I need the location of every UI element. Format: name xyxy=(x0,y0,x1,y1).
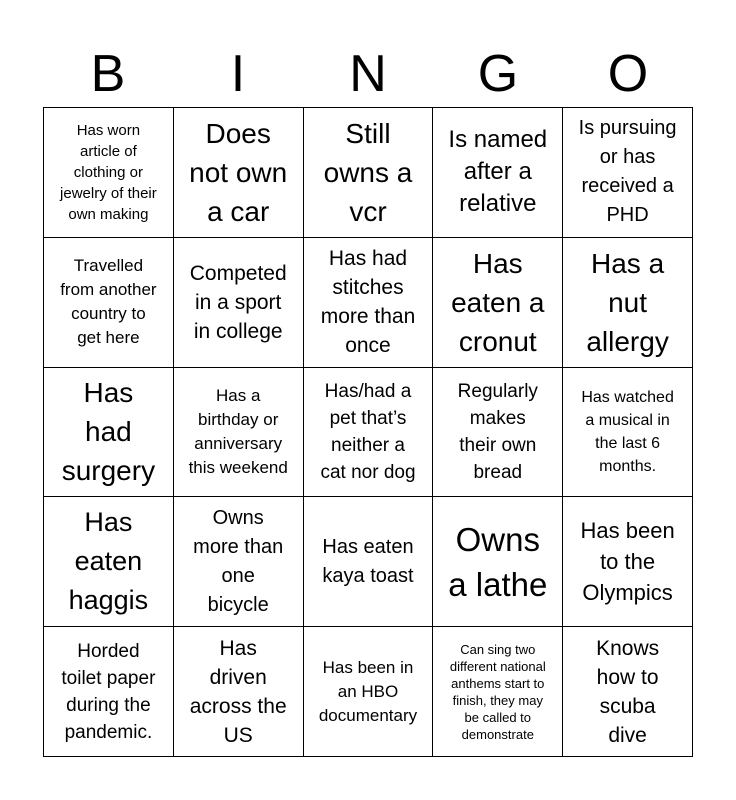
header-letter-o: O xyxy=(607,45,649,103)
bingo-cell-r4-c5[interactable] xyxy=(563,497,693,627)
bingo-cell-r1-c5[interactable] xyxy=(563,108,693,238)
cell-text: Owns a lathe xyxy=(448,520,548,603)
bingo-grid xyxy=(43,107,693,757)
header-letter-b: B xyxy=(90,45,126,103)
bingo-cell-r5-c1[interactable] xyxy=(44,627,174,757)
bingo-header xyxy=(43,40,693,108)
bingo-cell-r3-c3[interactable] xyxy=(304,368,434,498)
cell-text: Does not own a car xyxy=(189,117,288,227)
cell-text: Has a birthday or anniversary this weekend xyxy=(188,385,288,477)
cell-text: Has/had a pet that’s neither a cat nor dog xyxy=(320,380,416,483)
cell-text: Has eaten kaya toast xyxy=(322,535,414,587)
cell-text: Has eaten haggis xyxy=(68,507,149,616)
cell-text: Competed in a sport in college xyxy=(189,261,287,343)
header-letter-g: G xyxy=(477,45,519,103)
cell-text: Has driven across the US xyxy=(189,636,287,747)
bingo-cell-r1-c3[interactable] xyxy=(304,108,434,238)
bingo-cell-r2-c1[interactable] xyxy=(44,238,174,368)
bingo-cell-r3-c2[interactable] xyxy=(174,368,304,498)
cell-text: Owns more than one bicycle xyxy=(193,506,284,616)
bingo-cell-r4-c4[interactable] xyxy=(433,497,563,627)
cell-text: Has a nut allergy xyxy=(586,247,669,357)
bingo-cell-r2-c4[interactable] xyxy=(433,238,563,368)
bingo-cell-r5-c5[interactable] xyxy=(563,627,693,757)
bingo-cell-r1-c4[interactable] xyxy=(433,108,563,238)
bingo-cell-r5-c2[interactable] xyxy=(174,627,304,757)
bingo-cell-r3-c4[interactable] xyxy=(433,368,563,498)
bingo-cell-r5-c3[interactable] xyxy=(304,627,434,757)
cell-text: Still owns a vcr xyxy=(323,117,413,227)
cell-text: Knows how to scuba dive xyxy=(596,636,660,747)
cell-text: Is named after a relative xyxy=(448,126,548,218)
bingo-cell-r2-c3[interactable] xyxy=(304,238,434,368)
cell-text: Regularly makes their own bread xyxy=(457,380,538,483)
bingo-cell-r4-c1[interactable] xyxy=(44,497,174,627)
bingo-cell-r2-c5[interactable] xyxy=(563,238,693,368)
bingo-cell-r4-c3[interactable] xyxy=(304,497,434,627)
cell-text: Has been in an HBO documentary xyxy=(318,657,418,725)
bingo-cell-r1-c2[interactable] xyxy=(174,108,304,238)
cell-text: Has been to the Olympics xyxy=(580,518,675,606)
cell-text: Has had surgery xyxy=(61,377,156,487)
cell-text: Can sing two different national anthems start to finish, they may be called to demonstrate xyxy=(449,641,546,742)
header-letter-n: N xyxy=(349,45,387,103)
bingo-cell-r5-c4[interactable] xyxy=(433,627,563,757)
cell-text: Is pursuing or has received a PHD xyxy=(578,117,677,227)
bingo-cell-r4-c2[interactable] xyxy=(174,497,304,627)
header-letter-i: I xyxy=(230,45,246,103)
bingo-cell-r2-c2[interactable] xyxy=(174,238,304,368)
cell-text: Travelled from another country to get here xyxy=(60,256,157,348)
bingo-cell-r3-c5[interactable] xyxy=(563,368,693,498)
cell-text: Has had stitches more than once xyxy=(320,247,416,358)
cell-text: Has worn article of clothing or jewelry of their own making xyxy=(60,121,157,223)
cell-text: Has watched a musical in the last 6 months. xyxy=(581,388,674,475)
cell-text: Has eaten a cronut xyxy=(451,247,545,357)
bingo-cell-r1-c1[interactable] xyxy=(44,108,174,238)
bingo-cell-r3-c1[interactable] xyxy=(44,368,174,498)
cell-text: Horded toilet paper during the pandemic. xyxy=(61,640,156,743)
